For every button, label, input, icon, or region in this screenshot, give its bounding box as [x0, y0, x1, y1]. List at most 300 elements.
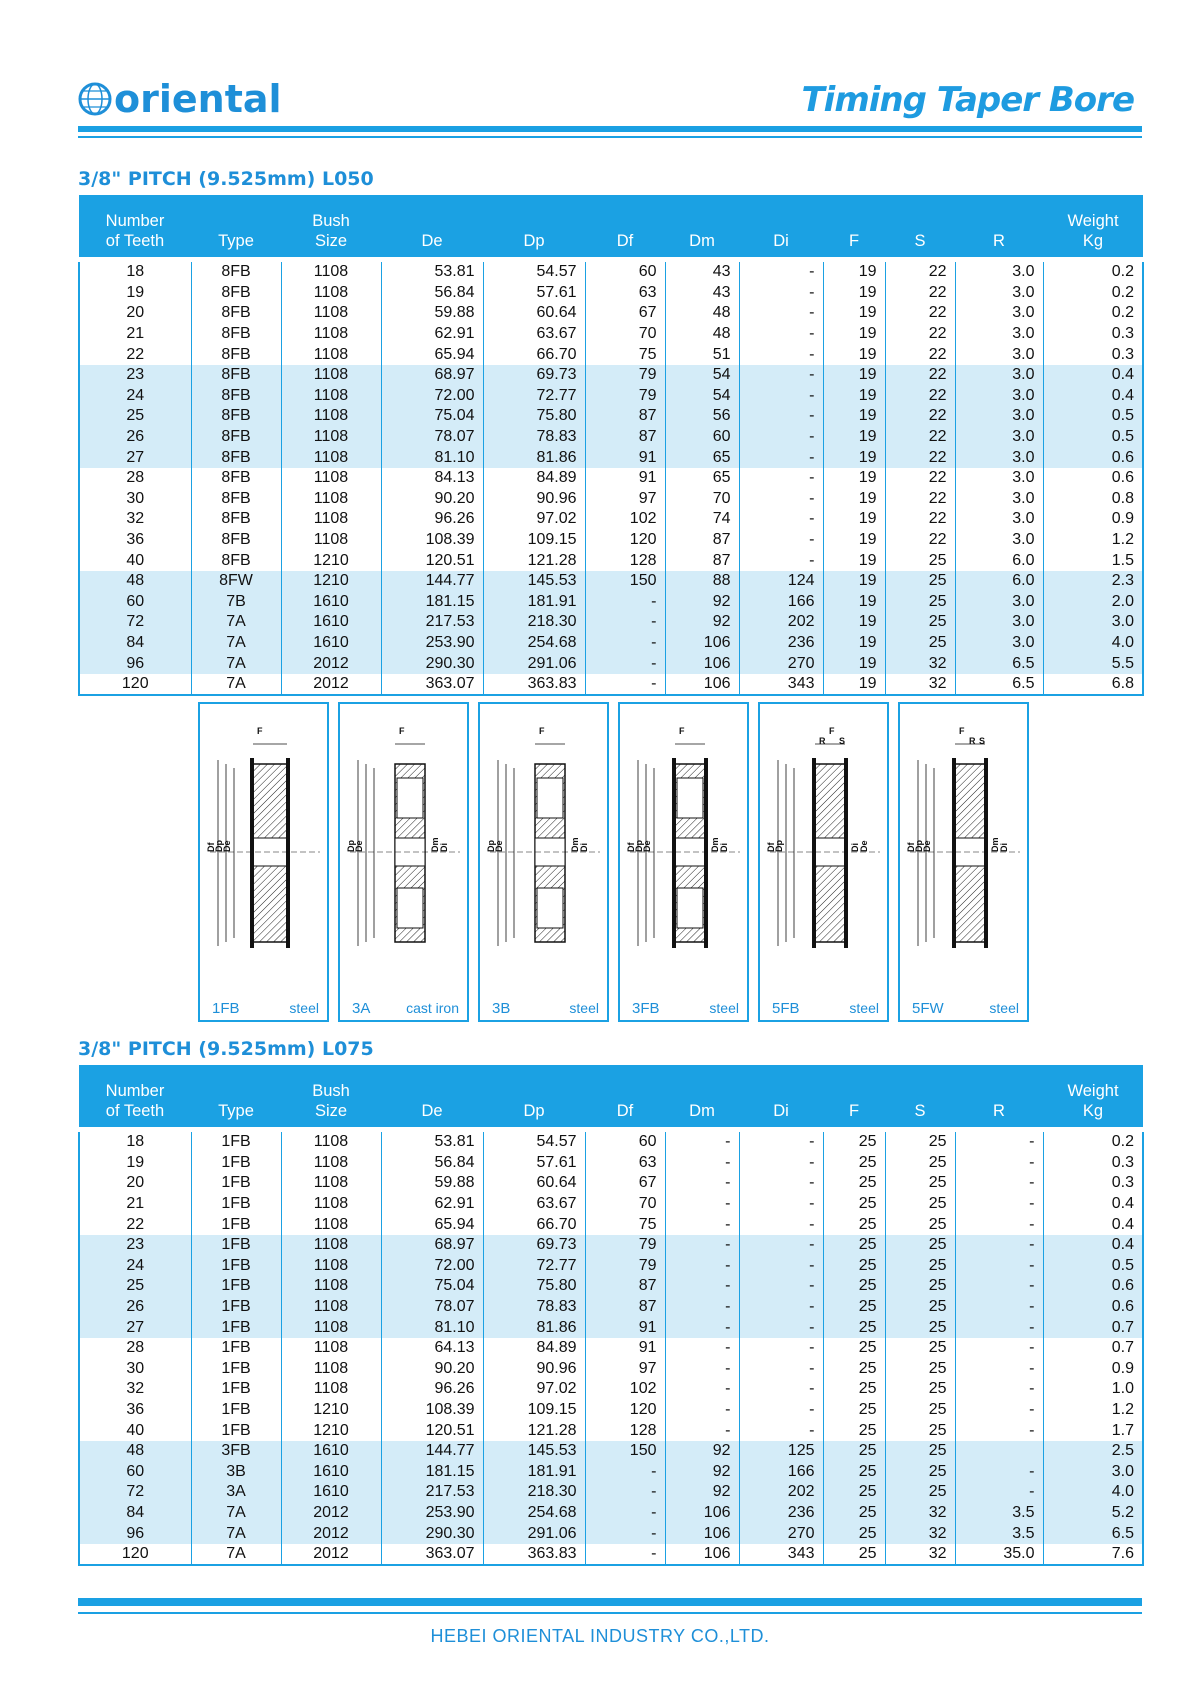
cell-number-of-teeth: 18 [79, 262, 191, 283]
cell-number-of-teeth: 40 [79, 1420, 191, 1441]
cell-de: 62.91 [381, 324, 483, 345]
cell-number-of-teeth: 22 [79, 344, 191, 365]
cell-type: 1FB [191, 1379, 281, 1400]
column-header-type [191, 195, 281, 257]
section-title-l050: 3/8" PITCH (9.525mm) L050 [78, 168, 374, 190]
cell-r: - [955, 1338, 1043, 1359]
table-row [79, 674, 1143, 696]
cell-f: 25 [823, 1420, 885, 1441]
cell-de: 181.15 [381, 592, 483, 613]
table-row [79, 592, 1143, 613]
cell-weight: 7.6 [1043, 1544, 1143, 1566]
column-header-line: Bush [312, 1082, 350, 1100]
cell-weight: 3.0 [1043, 612, 1143, 633]
dimension-label: De [922, 840, 932, 852]
cell-weight: 0.6 [1043, 1276, 1143, 1297]
cell-r: 3.0 [955, 365, 1043, 386]
cell-weight: 4.0 [1043, 1482, 1143, 1503]
cell-bush-size: 1108 [281, 1379, 381, 1400]
cell-df: 75 [585, 1214, 665, 1235]
cell-di: 236 [739, 1503, 823, 1524]
table-row [79, 1173, 1143, 1194]
cell-de: 62.91 [381, 1194, 483, 1215]
cell-type: 3A [191, 1482, 281, 1503]
cell-r: - [955, 1297, 1043, 1318]
cell-f: 25 [823, 1173, 885, 1194]
diagram-caption [200, 1000, 327, 1018]
cell-s: 22 [885, 489, 955, 510]
cell-r: 6.5 [955, 653, 1043, 674]
cell-f: 25 [823, 1256, 885, 1277]
cell-f: 19 [823, 550, 885, 571]
cell-di: - [739, 365, 823, 386]
diagram-material: cast iron [406, 1000, 459, 1016]
cell-di: - [739, 1297, 823, 1318]
cell-bush-size: 1108 [281, 283, 381, 304]
cell-weight: 0.9 [1043, 509, 1143, 530]
cell-di: 202 [739, 1482, 823, 1503]
cell-r: 3.0 [955, 592, 1043, 613]
diagram-code: 5FB [772, 1000, 800, 1017]
dimension-label: Dp [634, 840, 644, 852]
cell-weight: 5.2 [1043, 1503, 1143, 1524]
cell-di: - [739, 324, 823, 345]
diagram-3a [338, 702, 469, 1022]
diagram-5fw [898, 702, 1029, 1022]
cell-dm: 60 [665, 427, 739, 448]
cell-dp: 81.86 [483, 1317, 585, 1338]
dimension-label: Dm [570, 837, 580, 852]
cell-dm: 87 [665, 530, 739, 551]
cell-di: - [739, 1276, 823, 1297]
cell-f: 25 [823, 1235, 885, 1256]
cell-s: 25 [885, 571, 955, 592]
cell-weight: 2.5 [1043, 1441, 1143, 1462]
cell-number-of-teeth: 32 [79, 1379, 191, 1400]
cell-weight: 1.5 [1043, 550, 1143, 571]
cell-di: - [739, 386, 823, 407]
cell-type: 1FB [191, 1214, 281, 1235]
table-row [79, 1400, 1143, 1421]
cell-de: 75.04 [381, 406, 483, 427]
cell-bush-size: 1108 [281, 365, 381, 386]
cell-de: 56.84 [381, 1153, 483, 1174]
cell-df: 128 [585, 1420, 665, 1441]
column-header-label: S [914, 1102, 926, 1120]
cell-weight: 0.2 [1043, 262, 1143, 283]
column-header-label: Dm [689, 232, 715, 250]
cell-number-of-teeth: 30 [79, 1359, 191, 1380]
cell-s: 22 [885, 447, 955, 468]
column-header-label: Di [773, 1102, 789, 1120]
cell-f: 25 [823, 1503, 885, 1524]
cell-di: - [739, 1359, 823, 1380]
cell-weight: 0.3 [1043, 324, 1143, 345]
column-header-de [381, 195, 483, 257]
cell-number-of-teeth: 84 [79, 1503, 191, 1524]
cell-dp: 63.67 [483, 324, 585, 345]
dimension-label: Df [906, 842, 916, 852]
cell-weight: 6.5 [1043, 1523, 1143, 1544]
cell-type: 8FB [191, 427, 281, 448]
cell-de: 217.53 [381, 612, 483, 633]
dimension-label: De [222, 840, 232, 852]
column-header-label: Type [218, 1102, 254, 1120]
cell-f: 19 [823, 674, 885, 696]
cell-weight: 5.5 [1043, 653, 1143, 674]
cell-df: 120 [585, 1400, 665, 1421]
cell-dm: 65 [665, 447, 739, 468]
cell-de: 96.26 [381, 1379, 483, 1400]
cell-bush-size: 1210 [281, 571, 381, 592]
cell-r: - [955, 1400, 1043, 1421]
column-header-de [381, 1065, 483, 1127]
cell-bush-size: 1108 [281, 1194, 381, 1215]
cell-number-of-teeth: 120 [79, 674, 191, 696]
cell-r: - [955, 1235, 1043, 1256]
table-row [79, 1420, 1143, 1441]
cell-dp: 109.15 [483, 1400, 585, 1421]
cell-dm: - [665, 1400, 739, 1421]
cell-de: 68.97 [381, 1235, 483, 1256]
cell-weight: 0.3 [1043, 1173, 1143, 1194]
cell-de: 68.97 [381, 365, 483, 386]
cell-de: 72.00 [381, 386, 483, 407]
cell-dm: 74 [665, 509, 739, 530]
diagram-material: steel [849, 1000, 879, 1016]
cell-dm: - [665, 1338, 739, 1359]
cell-df: 63 [585, 283, 665, 304]
pulley-section-drawing [340, 704, 467, 996]
cell-weight: 0.5 [1043, 406, 1143, 427]
cell-f: 25 [823, 1132, 885, 1153]
cell-number-of-teeth: 21 [79, 324, 191, 345]
cell-dp: 218.30 [483, 1482, 585, 1503]
table-row [79, 406, 1143, 427]
cell-dm: - [665, 1420, 739, 1441]
cell-dm: 92 [665, 1462, 739, 1483]
cell-dm: 106 [665, 653, 739, 674]
cell-s: 25 [885, 1441, 955, 1462]
column-header-r [955, 195, 1043, 257]
cell-df: 102 [585, 1379, 665, 1400]
dimension-label: S [979, 736, 986, 746]
cell-f: 25 [823, 1544, 885, 1566]
dimension-label: Dp [346, 840, 356, 852]
cell-di: 124 [739, 571, 823, 592]
dimension-label: Dp [914, 840, 924, 852]
cell-type: 8FB [191, 303, 281, 324]
cell-s: 22 [885, 509, 955, 530]
table-row [79, 1317, 1143, 1338]
cell-df: - [585, 674, 665, 696]
cell-weight: 0.5 [1043, 427, 1143, 448]
diagram-material: steel [289, 1000, 319, 1016]
cell-f: 25 [823, 1194, 885, 1215]
cell-de: 53.81 [381, 1132, 483, 1153]
cell-bush-size: 1108 [281, 262, 381, 283]
cell-type: 7A [191, 1503, 281, 1524]
cell-di: 166 [739, 592, 823, 613]
cell-s: 25 [885, 592, 955, 613]
cell-di: - [739, 1338, 823, 1359]
column-header-weight [1043, 195, 1143, 257]
cell-s: 25 [885, 1359, 955, 1380]
cell-type: 1FB [191, 1297, 281, 1318]
diagram-3b [478, 702, 609, 1022]
cell-number-of-teeth: 20 [79, 1173, 191, 1194]
cell-df: 87 [585, 1276, 665, 1297]
cell-dm: - [665, 1359, 739, 1380]
logo-wordmark: oriental [114, 77, 282, 121]
cell-r: - [955, 1420, 1043, 1441]
table-row [79, 1153, 1143, 1174]
dimension-label: F [399, 726, 405, 736]
cell-dp: 75.80 [483, 406, 585, 427]
cell-f: 25 [823, 1359, 885, 1380]
dimension-label: De [859, 840, 869, 852]
cell-s: 22 [885, 365, 955, 386]
table-row [79, 571, 1143, 592]
diagram-code: 5FW [912, 1000, 944, 1017]
cell-r: - [955, 1214, 1043, 1235]
cell-type: 1FB [191, 1256, 281, 1277]
cell-dp: 145.53 [483, 1441, 585, 1462]
dimension-label: Di [850, 843, 860, 852]
cell-de: 64.13 [381, 1338, 483, 1359]
cell-s: 25 [885, 1317, 955, 1338]
dimension-label: F [959, 726, 965, 736]
cell-dm: 48 [665, 303, 739, 324]
cell-de: 53.81 [381, 262, 483, 283]
cell-dp: 181.91 [483, 592, 585, 613]
cell-dm: 106 [665, 1503, 739, 1524]
cell-de: 90.20 [381, 489, 483, 510]
column-header-line: Kg [1082, 232, 1104, 250]
cell-df: 91 [585, 1317, 665, 1338]
cell-di: - [739, 1400, 823, 1421]
cell-s: 32 [885, 674, 955, 696]
cell-dp: 145.53 [483, 571, 585, 592]
dimension-label: Df [766, 842, 776, 852]
cell-s: 22 [885, 386, 955, 407]
cell-df: - [585, 1462, 665, 1483]
cell-df: 79 [585, 1256, 665, 1277]
cell-dp: 78.83 [483, 427, 585, 448]
cell-r: 35.0 [955, 1544, 1043, 1566]
cell-s: 25 [885, 550, 955, 571]
cell-dm: 54 [665, 386, 739, 407]
cell-r: - [955, 1317, 1043, 1338]
cell-r: 3.0 [955, 530, 1043, 551]
cell-type: 3B [191, 1462, 281, 1483]
cell-r: 6.0 [955, 550, 1043, 571]
dimension-label: R [819, 736, 826, 746]
cell-de: 90.20 [381, 1359, 483, 1380]
cell-df: 60 [585, 262, 665, 283]
cell-dm: - [665, 1173, 739, 1194]
cell-dm: - [665, 1214, 739, 1235]
cell-di: - [739, 1153, 823, 1174]
header-rule-thick [78, 126, 1142, 132]
cell-di: 236 [739, 633, 823, 654]
column-header-label: Di [773, 232, 789, 250]
cell-dm: - [665, 1235, 739, 1256]
cell-type: 1FB [191, 1338, 281, 1359]
cell-s: 32 [885, 1503, 955, 1524]
cell-dp: 54.57 [483, 262, 585, 283]
cell-s: 25 [885, 1235, 955, 1256]
cell-weight: 0.9 [1043, 1359, 1143, 1380]
cell-de: 363.07 [381, 1544, 483, 1566]
cell-r: 3.0 [955, 489, 1043, 510]
cell-df: 91 [585, 1338, 665, 1359]
cell-f: 19 [823, 489, 885, 510]
pulley-section-drawing [480, 704, 607, 996]
cell-de: 253.90 [381, 1503, 483, 1524]
table-row [79, 344, 1143, 365]
cell-di: - [739, 447, 823, 468]
diagram-material: steel [569, 1000, 599, 1016]
spec-table-l050 [78, 195, 1144, 696]
cell-weight: 0.2 [1043, 1132, 1143, 1153]
cell-weight: 6.8 [1043, 674, 1143, 696]
cell-type: 7B [191, 592, 281, 613]
table-row [79, 1235, 1143, 1256]
table-row [79, 283, 1143, 304]
cell-df: 70 [585, 1194, 665, 1215]
cell-f: 25 [823, 1523, 885, 1544]
cell-de: 253.90 [381, 633, 483, 654]
cell-number-of-teeth: 26 [79, 1297, 191, 1318]
cell-r: 3.0 [955, 324, 1043, 345]
cell-dm: 65 [665, 468, 739, 489]
cell-df: 87 [585, 427, 665, 448]
cell-bush-size: 1210 [281, 1400, 381, 1421]
cell-bush-size: 1210 [281, 550, 381, 571]
cell-df: 67 [585, 1173, 665, 1194]
column-header-weight [1043, 1065, 1143, 1127]
column-header-label: De [421, 232, 443, 250]
cell-r: 3.5 [955, 1503, 1043, 1524]
cell-dp: 291.06 [483, 653, 585, 674]
dimension-label: F [679, 726, 685, 736]
cell-df: 128 [585, 550, 665, 571]
table-row [79, 386, 1143, 407]
column-header-dm [665, 195, 739, 257]
cell-de: 78.07 [381, 1297, 483, 1318]
diagram-5fb [758, 702, 889, 1022]
cell-type: 8FB [191, 365, 281, 386]
cell-dm: 56 [665, 406, 739, 427]
cell-f: 19 [823, 365, 885, 386]
cell-f: 25 [823, 1482, 885, 1503]
cell-bush-size: 1610 [281, 612, 381, 633]
cell-s: 25 [885, 612, 955, 633]
cell-r: - [955, 1359, 1043, 1380]
cell-number-of-teeth: 72 [79, 612, 191, 633]
diagram-caption [760, 1000, 887, 1018]
cell-de: 65.94 [381, 344, 483, 365]
dimension-label: Dp [486, 840, 496, 852]
cell-bush-size: 1108 [281, 1153, 381, 1174]
diagram-1fb [198, 702, 329, 1022]
cell-type: 8FB [191, 344, 281, 365]
cell-dm: 106 [665, 674, 739, 696]
cell-s: 22 [885, 303, 955, 324]
cell-s: 22 [885, 283, 955, 304]
cell-dp: 72.77 [483, 386, 585, 407]
dimension-label: Df [626, 842, 636, 852]
cell-bush-size: 1108 [281, 1297, 381, 1318]
cell-number-of-teeth: 48 [79, 571, 191, 592]
table-row [79, 1544, 1143, 1566]
diagram-caption [340, 1000, 467, 1018]
cell-type: 8FB [191, 283, 281, 304]
table-row [79, 365, 1143, 386]
cell-dp: 66.70 [483, 344, 585, 365]
column-header-di [739, 1065, 823, 1127]
footer-rule-thick [78, 1598, 1142, 1606]
cell-bush-size: 1108 [281, 1359, 381, 1380]
cell-dm: - [665, 1317, 739, 1338]
cell-number-of-teeth: 27 [79, 1317, 191, 1338]
cell-type: 8FB [191, 509, 281, 530]
cell-de: 144.77 [381, 571, 483, 592]
cell-dp: 60.64 [483, 303, 585, 324]
column-header-label: R [993, 232, 1005, 250]
table-row [79, 1194, 1143, 1215]
cell-f: 25 [823, 1400, 885, 1421]
cell-df: - [585, 1503, 665, 1524]
table-row [79, 612, 1143, 633]
cell-de: 290.30 [381, 653, 483, 674]
cell-df: - [585, 612, 665, 633]
cell-de: 56.84 [381, 283, 483, 304]
cell-di: 343 [739, 1544, 823, 1566]
cell-number-of-teeth: 26 [79, 427, 191, 448]
column-header-r [955, 1065, 1043, 1127]
table-row [79, 447, 1143, 468]
dimension-label: Dm [430, 837, 440, 852]
table-row [79, 1132, 1143, 1153]
cell-weight: 0.5 [1043, 1256, 1143, 1277]
cell-dm: - [665, 1276, 739, 1297]
cell-di: 270 [739, 1523, 823, 1544]
cell-dp: 57.61 [483, 1153, 585, 1174]
globe-icon [78, 82, 112, 116]
cell-dp: 121.28 [483, 1420, 585, 1441]
cell-f: 19 [823, 303, 885, 324]
cell-dp: 57.61 [483, 283, 585, 304]
cell-df: 102 [585, 509, 665, 530]
cell-de: 363.07 [381, 674, 483, 696]
cell-type: 8FB [191, 324, 281, 345]
cell-di: 166 [739, 1462, 823, 1483]
cell-df: 91 [585, 468, 665, 489]
cell-s: 25 [885, 1338, 955, 1359]
dimension-label: Di [999, 843, 1009, 852]
table-row [79, 550, 1143, 571]
cell-di: - [739, 1132, 823, 1153]
cell-di: - [739, 509, 823, 530]
cell-weight: 0.7 [1043, 1338, 1143, 1359]
cell-number-of-teeth: 19 [79, 283, 191, 304]
cell-bush-size: 1108 [281, 386, 381, 407]
cell-f: 19 [823, 633, 885, 654]
cell-weight: 0.4 [1043, 1214, 1143, 1235]
cell-r: 3.0 [955, 406, 1043, 427]
